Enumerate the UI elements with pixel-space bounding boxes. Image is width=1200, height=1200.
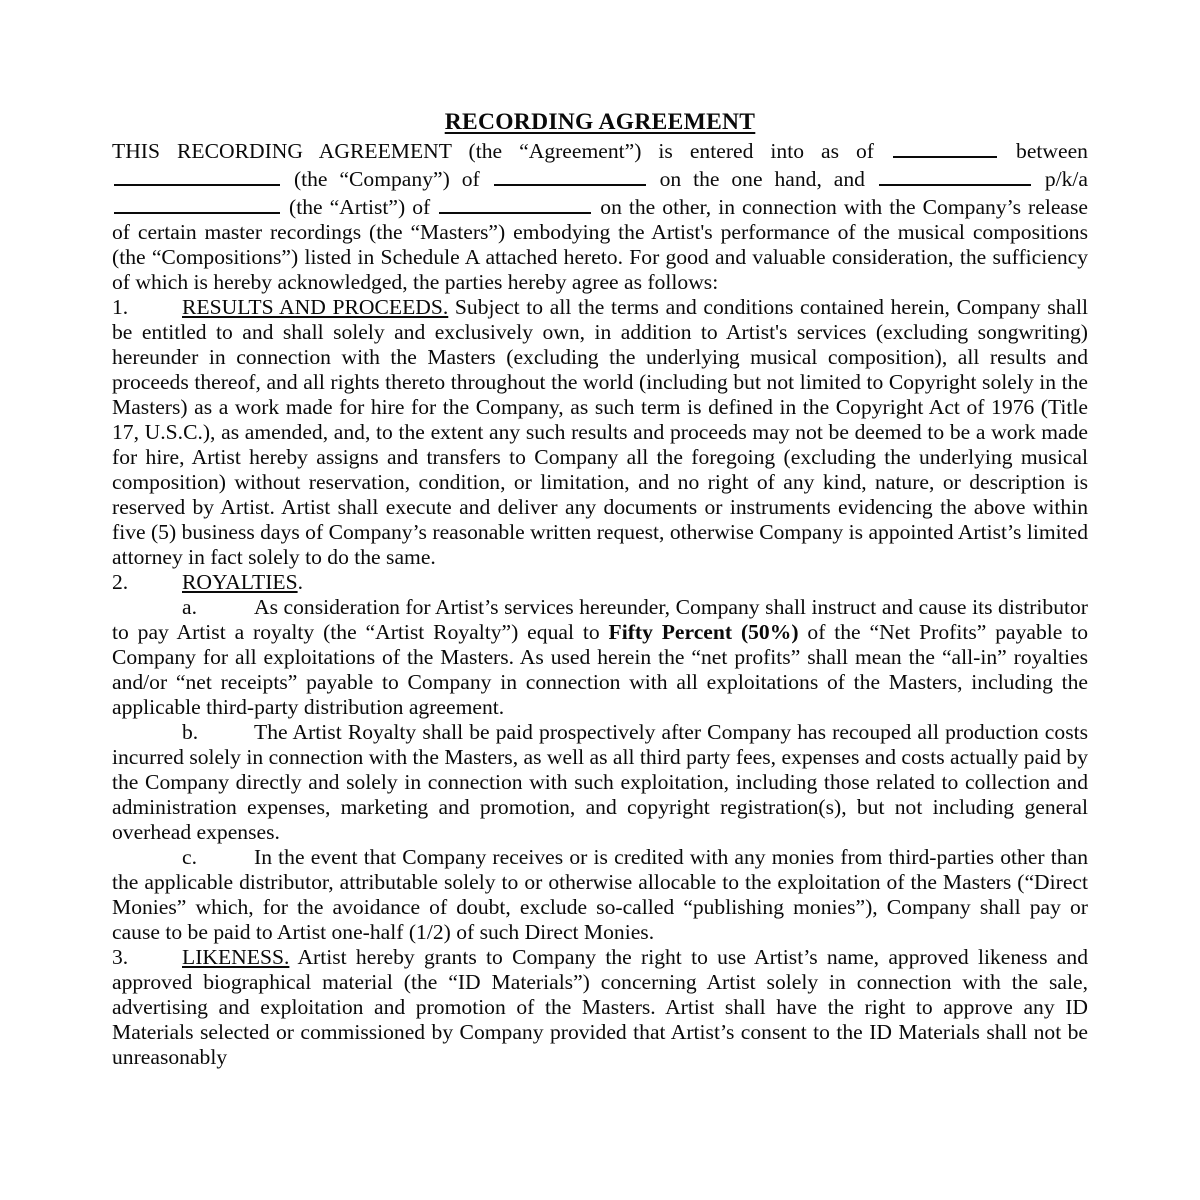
subsection-c-letter: c. <box>182 844 197 869</box>
blank-company-name[interactable] <box>114 164 280 186</box>
preamble-segment-6: (the “Artist”) of <box>289 194 431 219</box>
subsection-b <box>112 720 1088 845</box>
section-1-heading: RESULTS AND PROCEEDS. <box>182 294 449 319</box>
subsection-a-body-after-bold: of the “Net Profits” payable to Company for all exploitations of the Masters. As used herein the “net profits” shall mean the “all-in” royalties and/or “net receipts” payable to Company in connection with all exploitations of the Masters, including the applicable third-party distribution agreement. <box>112 619 1089 719</box>
preamble-segment-1: THIS RECORDING AGREEMENT (the “Agreement”) is entered into as of <box>112 139 874 164</box>
section-3-heading: LIKENESS. <box>182 944 290 969</box>
preamble-segment-3: (the “Company”) of <box>293 166 480 191</box>
subsection-c-body: In the event that Company receives or is credited with any monies from third-parties other than the applicable distributor, attributable solely to or otherwise allocable to the exploitation of the Masters (“Direct Monies” which, for the avoidance of doubt, exclude so-called “publishing monies”), Company shall pay or cause to be paid to Artist one-half (1/2) of such Direct Monies. <box>112 844 1088 944</box>
section-1-body: Subject to all the terms and conditions contained herein, Company shall be entitled to and shall solely and exclusively own, in addition to Artist's services (excluding songwriting) hereunder in connection with the Masters (excluding the underlying musical composition), all results and proceeds thereof, and all rights thereto throughout the world (including but not limited to Copyright solely in the Masters) as a work made for hire for the Company, as such term is defined in the Copyright Act of 1976 (Title 17, U.S.C.), as amended, and, to the extent any such results and proceeds may not be deemed to be a work made for hire, Artist hereby assigns and transfers to Company all the foregoing (excluding the underlying musical composition) without reservation, condition, or limitation, and no right of any kind, nature, or description is reserved by Artist. Artist shall execute and deliver any documents or instruments evidencing the above within five (5) business days of Company’s reasonable written request, otherwise Company is appointed Artist’s limited attorney in fact solely to do the same. <box>112 294 1088 569</box>
preamble-segment-2: between <box>1016 139 1088 164</box>
subsection-b-letter: b. <box>182 719 199 744</box>
subsection-a-body-before-bold: As consideration for Artist’s services hereunder, Company shall instruct and cause its distributor to pay Artist a royalty (the “Artist Royalty”) equal to <box>112 594 1088 644</box>
subsection-a-royalty-rate: Fifty Percent (50%) <box>608 619 799 644</box>
subsection-a <box>112 595 1088 720</box>
section-2-number: 2. <box>112 569 129 594</box>
blank-company-address[interactable] <box>494 164 646 186</box>
blank-agreement-date[interactable] <box>893 136 997 158</box>
preamble-segment-4: on the one hand, and <box>659 166 865 191</box>
section-2-heading-period: . <box>297 569 303 594</box>
blank-artist-address[interactable] <box>439 192 591 214</box>
section-2-heading: ROYALTIES <box>182 569 298 594</box>
preamble-paragraph <box>112 136 1088 295</box>
page-title: RECORDING AGREEMENT <box>444 109 756 135</box>
subsection-a-letter: a. <box>182 594 197 619</box>
section-2-royalties <box>112 570 1088 595</box>
blank-artist-legal-name[interactable] <box>879 164 1031 186</box>
section-1-number: 1. <box>112 294 129 319</box>
subsection-c <box>112 845 1088 945</box>
preamble-segment-7: on the other, in connection with the Company’s release of certain master recordings (the “Masters”) embodying the Artist's performance of the musical compositions (the “Compositions”) listed in Schedule A attached hereto. For good and valuable consideration, the sufficiency of which is hereby acknowledged, the parties hereby agree as follows: <box>112 194 1088 294</box>
subsection-b-body: The Artist Royalty shall be paid prospectively after Company has recouped all production costs incurred solely in connection with the Masters, as well as all third party fees, expenses and costs actually paid by the Company directly and solely in connection with such exploitation, including those related to collection and administration expenses, marketing and promotion, and copyright registration(s), but not including general overhead expenses. <box>112 719 1088 844</box>
section-3-likeness <box>112 945 1088 1070</box>
section-3-body: Artist hereby grants to Company the right to use Artist’s name, approved likeness and approved biographical material (the “ID Materials”) concerning Artist solely in connection with the sale, advertising and exploitation and promotion of the Masters. Artist shall have the right to approve any ID Materials selected or commissioned by Company provided that Artist’s consent to the ID Materials shall not be unreasonably <box>112 944 1088 1069</box>
section-1-results-and-proceeds <box>112 295 1088 570</box>
blank-artist-professional-name[interactable] <box>114 192 280 214</box>
section-3-number: 3. <box>112 944 129 969</box>
preamble-segment-5: p/k/a <box>1044 166 1089 191</box>
